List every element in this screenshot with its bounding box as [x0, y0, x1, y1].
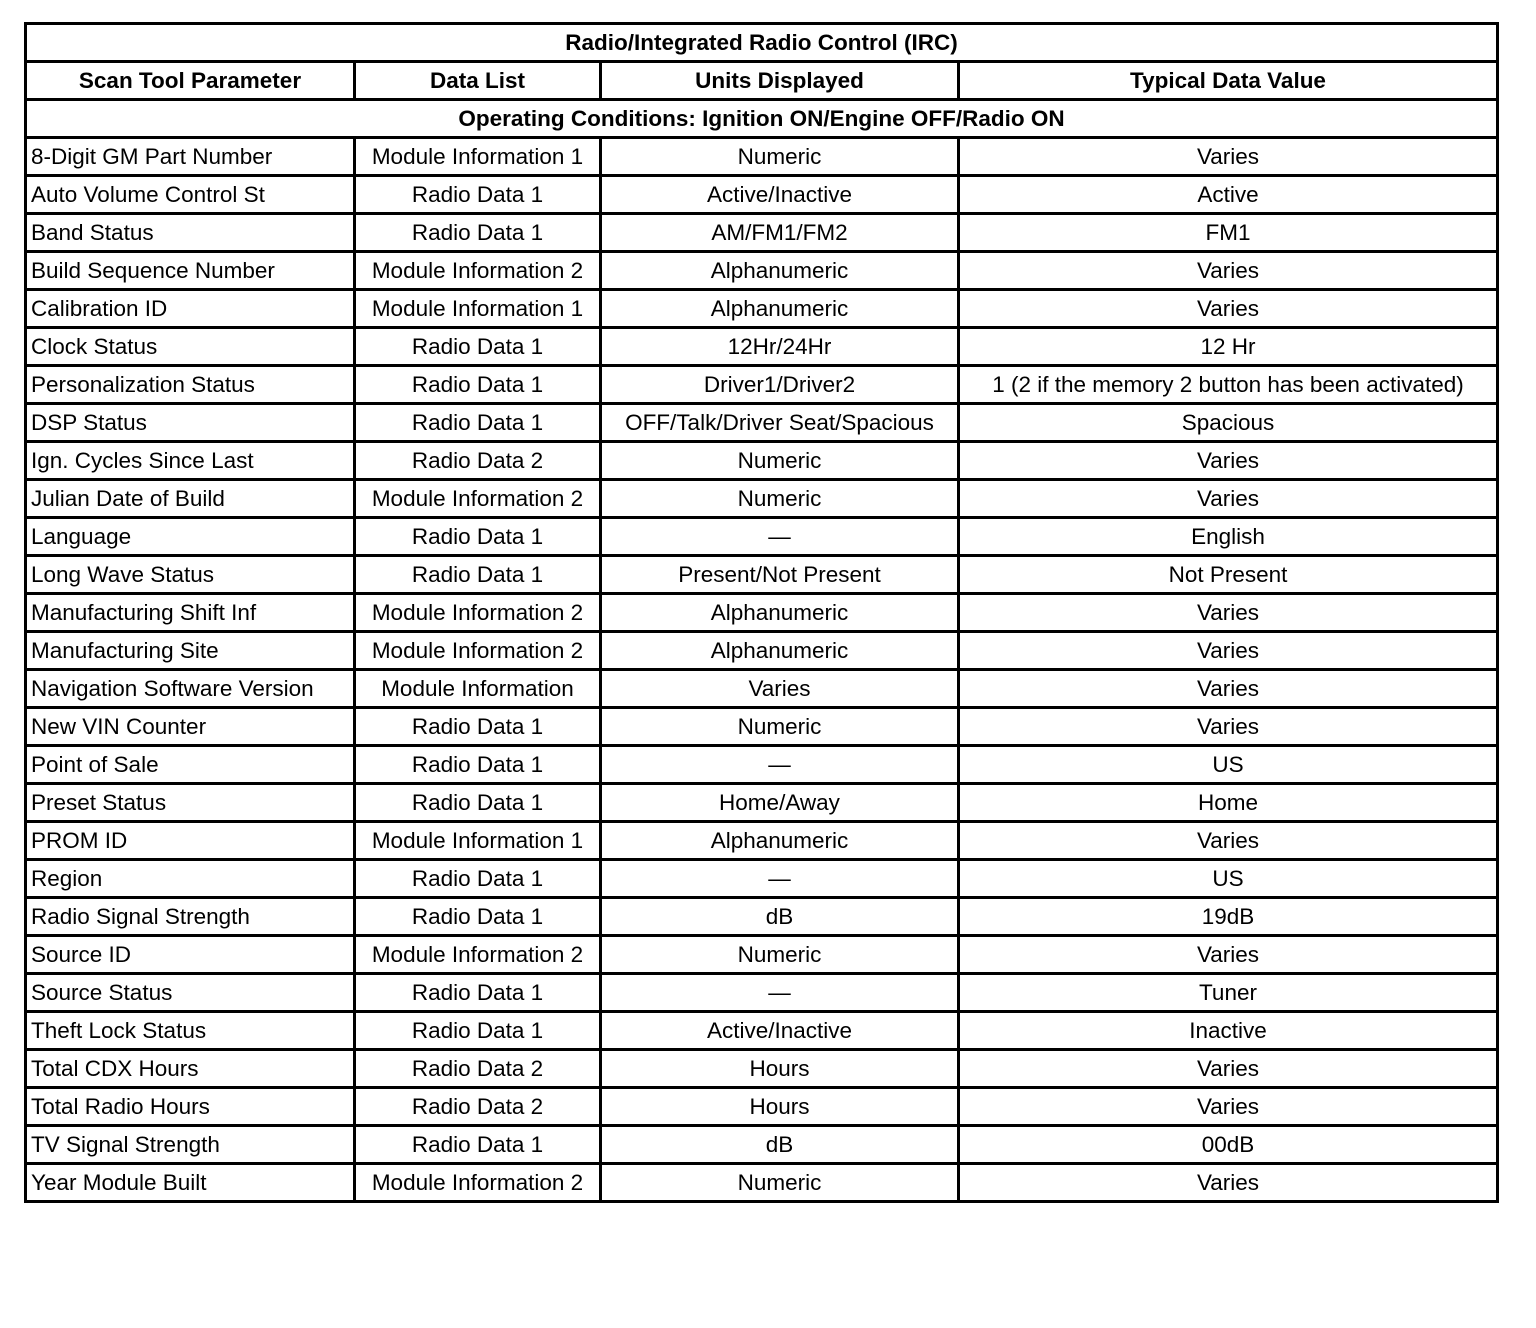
table-row	[26, 290, 1498, 328]
data-list-cell: Radio Data 1	[355, 328, 601, 366]
table-row	[26, 974, 1498, 1012]
header-units-displayed: Units Displayed	[601, 62, 959, 100]
table-row	[26, 594, 1498, 632]
table-title: Radio/Integrated Radio Control (IRC)	[26, 24, 1498, 62]
typical-value-cell: US	[959, 746, 1498, 784]
data-list-cell: Radio Data 2	[355, 1088, 601, 1126]
data-list-cell: Radio Data 1	[355, 214, 601, 252]
parameter-cell: Preset Status	[26, 784, 355, 822]
table-row	[26, 1012, 1498, 1050]
table-row	[26, 1050, 1498, 1088]
scan-tool-data-table	[24, 22, 1499, 1203]
table-body	[26, 138, 1498, 1202]
data-list-cell: Module Information 2	[355, 480, 601, 518]
typical-value-cell: Varies	[959, 290, 1498, 328]
units-cell: Numeric	[601, 708, 959, 746]
typical-value-cell: Varies	[959, 632, 1498, 670]
header-row	[26, 62, 1498, 100]
typical-value-cell: Varies	[959, 822, 1498, 860]
data-list-cell: Module Information 2	[355, 252, 601, 290]
table-row	[26, 670, 1498, 708]
units-cell: Present/Not Present	[601, 556, 959, 594]
parameter-cell: PROM ID	[26, 822, 355, 860]
units-cell: Alphanumeric	[601, 290, 959, 328]
units-cell: Alphanumeric	[601, 822, 959, 860]
table-row	[26, 936, 1498, 974]
units-cell: Varies	[601, 670, 959, 708]
data-list-cell: Module Information 2	[355, 1164, 601, 1202]
table-row	[26, 404, 1498, 442]
typical-value-cell: US	[959, 860, 1498, 898]
parameter-cell: Auto Volume Control St	[26, 176, 355, 214]
table-row	[26, 784, 1498, 822]
units-cell: dB	[601, 1126, 959, 1164]
typical-value-cell: Varies	[959, 138, 1498, 176]
typical-value-cell: Home	[959, 784, 1498, 822]
header-typical-data-value: Typical Data Value	[959, 62, 1498, 100]
data-list-cell: Radio Data 1	[355, 974, 601, 1012]
table-row	[26, 860, 1498, 898]
parameter-cell: Clock Status	[26, 328, 355, 366]
parameter-cell: Language	[26, 518, 355, 556]
parameter-cell: Region	[26, 860, 355, 898]
data-list-cell: Module Information	[355, 670, 601, 708]
table-row	[26, 1126, 1498, 1164]
data-list-cell: Module Information 2	[355, 594, 601, 632]
table-row	[26, 1088, 1498, 1126]
data-list-cell: Radio Data 1	[355, 860, 601, 898]
table-row	[26, 328, 1498, 366]
units-cell: —	[601, 974, 959, 1012]
units-cell: OFF/Talk/Driver Seat/Spacious	[601, 404, 959, 442]
typical-value-cell: 00dB	[959, 1126, 1498, 1164]
units-cell: Hours	[601, 1088, 959, 1126]
typical-value-cell: English	[959, 518, 1498, 556]
operating-conditions: Operating Conditions: Ignition ON/Engine OFF/Radio ON	[26, 100, 1498, 138]
table-row	[26, 1164, 1498, 1202]
parameter-cell: Calibration ID	[26, 290, 355, 328]
data-list-cell: Module Information 1	[355, 290, 601, 328]
parameter-cell: Theft Lock Status	[26, 1012, 355, 1050]
units-cell: Active/Inactive	[601, 1012, 959, 1050]
table-row	[26, 138, 1498, 176]
parameter-cell: Build Sequence Number	[26, 252, 355, 290]
typical-value-cell: Varies	[959, 594, 1498, 632]
data-list-cell: Radio Data 1	[355, 404, 601, 442]
table-row	[26, 708, 1498, 746]
typical-value-cell: Varies	[959, 252, 1498, 290]
data-list-cell: Radio Data 1	[355, 366, 601, 404]
typical-value-cell: 12 Hr	[959, 328, 1498, 366]
data-list-cell: Radio Data 1	[355, 708, 601, 746]
units-cell: dB	[601, 898, 959, 936]
table-row	[26, 556, 1498, 594]
data-list-cell: Radio Data 1	[355, 556, 601, 594]
units-cell: Home/Away	[601, 784, 959, 822]
conditions-row	[26, 100, 1498, 138]
parameter-cell: 8-Digit GM Part Number	[26, 138, 355, 176]
table-row	[26, 822, 1498, 860]
table-row	[26, 176, 1498, 214]
data-list-cell: Radio Data 2	[355, 442, 601, 480]
data-list-cell: Radio Data 1	[355, 898, 601, 936]
parameter-cell: Source ID	[26, 936, 355, 974]
data-list-cell: Module Information 2	[355, 632, 601, 670]
data-list-cell: Module Information 1	[355, 138, 601, 176]
parameter-cell: Radio Signal Strength	[26, 898, 355, 936]
typical-value-cell: 1 (2 if the memory 2 button has been activated)	[959, 366, 1498, 404]
units-cell: 12Hr/24Hr	[601, 328, 959, 366]
table-row	[26, 632, 1498, 670]
units-cell: Numeric	[601, 442, 959, 480]
table-row	[26, 442, 1498, 480]
parameter-cell: Ign. Cycles Since Last	[26, 442, 355, 480]
parameter-cell: Band Status	[26, 214, 355, 252]
parameter-cell: Source Status	[26, 974, 355, 1012]
parameter-cell: Julian Date of Build	[26, 480, 355, 518]
typical-value-cell: Varies	[959, 1088, 1498, 1126]
data-list-cell: Module Information 2	[355, 936, 601, 974]
units-cell: Driver1/Driver2	[601, 366, 959, 404]
parameter-cell: Total CDX Hours	[26, 1050, 355, 1088]
table-row	[26, 746, 1498, 784]
units-cell: Active/Inactive	[601, 176, 959, 214]
typical-value-cell: Active	[959, 176, 1498, 214]
units-cell: AM/FM1/FM2	[601, 214, 959, 252]
table-row	[26, 252, 1498, 290]
parameter-cell: Personalization Status	[26, 366, 355, 404]
data-list-cell: Radio Data 1	[355, 1126, 601, 1164]
table-row	[26, 898, 1498, 936]
typical-value-cell: Varies	[959, 936, 1498, 974]
typical-value-cell: Varies	[959, 480, 1498, 518]
units-cell: Numeric	[601, 1164, 959, 1202]
data-list-cell: Radio Data 1	[355, 518, 601, 556]
units-cell: Numeric	[601, 936, 959, 974]
title-row	[26, 24, 1498, 62]
typical-value-cell: Varies	[959, 708, 1498, 746]
parameter-cell: Total Radio Hours	[26, 1088, 355, 1126]
units-cell: Hours	[601, 1050, 959, 1088]
data-list-cell: Radio Data 2	[355, 1050, 601, 1088]
parameter-cell: Manufacturing Shift Inf	[26, 594, 355, 632]
units-cell: Numeric	[601, 138, 959, 176]
units-cell: Numeric	[601, 480, 959, 518]
units-cell: Alphanumeric	[601, 252, 959, 290]
header-data-list: Data List	[355, 62, 601, 100]
table-row	[26, 366, 1498, 404]
data-list-cell: Radio Data 1	[355, 784, 601, 822]
parameter-cell: Point of Sale	[26, 746, 355, 784]
typical-value-cell: FM1	[959, 214, 1498, 252]
data-list-cell: Module Information 1	[355, 822, 601, 860]
header-scan-tool-parameter: Scan Tool Parameter	[26, 62, 355, 100]
data-list-cell: Radio Data 1	[355, 746, 601, 784]
units-cell: —	[601, 746, 959, 784]
typical-value-cell: Spacious	[959, 404, 1498, 442]
typical-value-cell: Varies	[959, 442, 1498, 480]
parameter-cell: Manufacturing Site	[26, 632, 355, 670]
typical-value-cell: 19dB	[959, 898, 1498, 936]
data-list-cell: Radio Data 1	[355, 176, 601, 214]
parameter-cell: Long Wave Status	[26, 556, 355, 594]
parameter-cell: New VIN Counter	[26, 708, 355, 746]
parameter-cell: Year Module Built	[26, 1164, 355, 1202]
units-cell: Alphanumeric	[601, 594, 959, 632]
data-list-cell: Radio Data 1	[355, 1012, 601, 1050]
table-row	[26, 214, 1498, 252]
typical-value-cell: Varies	[959, 1050, 1498, 1088]
units-cell: —	[601, 860, 959, 898]
typical-value-cell: Varies	[959, 1164, 1498, 1202]
typical-value-cell: Varies	[959, 670, 1498, 708]
parameter-cell: Navigation Software Version	[26, 670, 355, 708]
parameter-cell: DSP Status	[26, 404, 355, 442]
typical-value-cell: Inactive	[959, 1012, 1498, 1050]
parameter-cell: TV Signal Strength	[26, 1126, 355, 1164]
units-cell: —	[601, 518, 959, 556]
typical-value-cell: Not Present	[959, 556, 1498, 594]
units-cell: Alphanumeric	[601, 632, 959, 670]
data-table-container	[24, 22, 1496, 1203]
table-row	[26, 518, 1498, 556]
table-row	[26, 480, 1498, 518]
typical-value-cell: Tuner	[959, 974, 1498, 1012]
